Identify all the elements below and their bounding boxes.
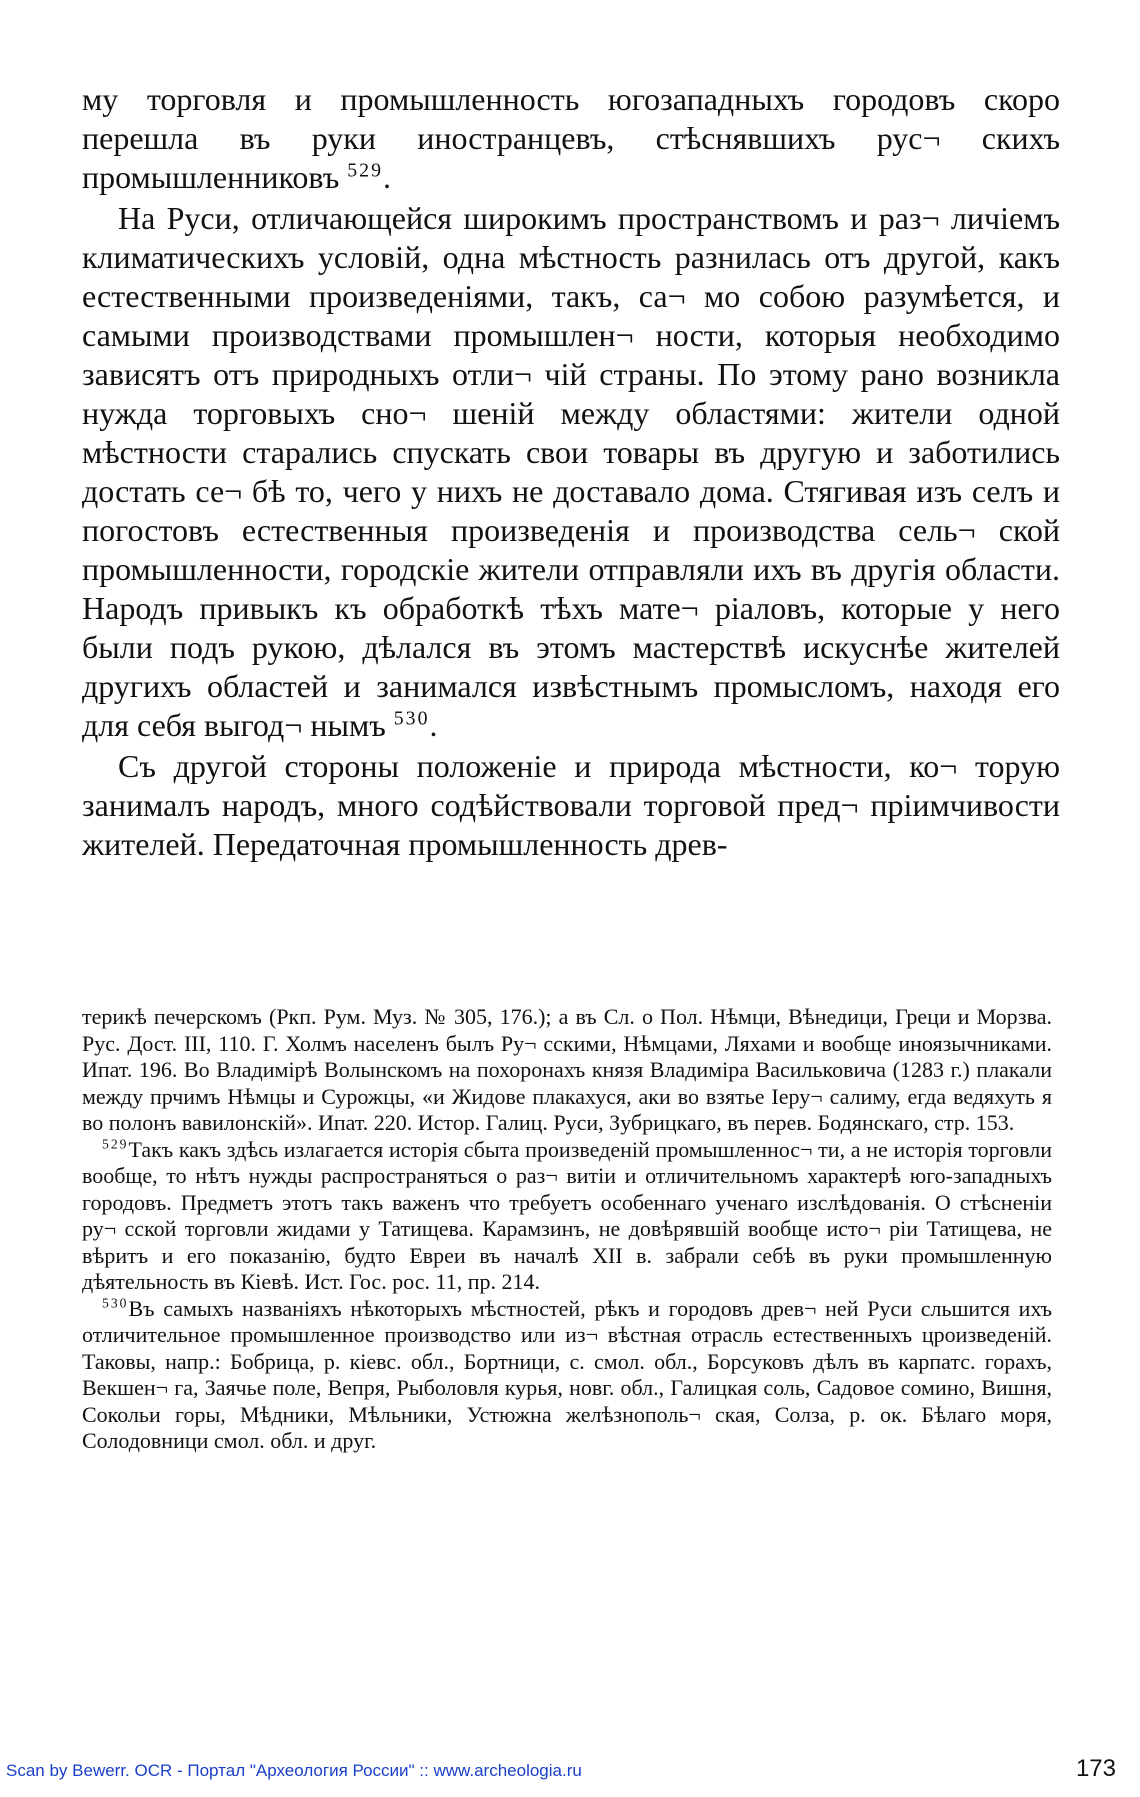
footnote-530-number: 530: [102, 1295, 129, 1311]
footnote-529: [82, 1137, 1052, 1296]
footnote-530: [82, 1296, 1052, 1455]
footnote-529-number: 529: [102, 1136, 129, 1152]
paragraph-2: [82, 199, 1060, 745]
footnote-continuation: терикѣ печерскомъ (Ркп. Рум. Муз. № 305, 176.); а въ Сл. о Пол. Нѣмци, Вѣнедици, Греци и Морзва. Рус. Дост. III, 110. Г. Холмъ населенъ былъ Ру¬ сскими, Нѣмцами, Ляхами и вообще иноязычниками. Ипат. 196. Во Владимірѣ Волынскомъ на похоронахъ князя Владиміра Васильковича (1283 г.) плакали между прчимъ Нѣмцы и Сурожцы, «и Жидове плакахуся, аки во взятье Іеру¬ салиму, егда ведяхуть я во полонъ вавилонскій». Ипат. 220. Истор. Галиц. Руси, Зубрицкаго, въ перев. Бодянскаго, стр. 153.: [82, 1004, 1052, 1135]
paragraph-2-end: .: [429, 707, 438, 743]
footnote-529-text: Такъ какъ здѣсь излагается исторія сбыта произведеній промышленнос¬ ти, а не исторія торговли вообще, то нѣтъ нужды распространяться о раз¬ витіи и отличительномъ характерѣ юго-западныхъ городовъ. Предметъ этотъ такъ важенъ что требуетъ особеннаго ученаго изслѣдованія. О стѣсненіи ру¬ сской торговли жидами у Татищева. Карамзинъ, не довѣрявшій вообще исто¬ ріи Татищева, не вѣритъ и его показанію, будто Евреи въ началѣ XII в. забрали себѣ въ руки промышленную дѣятельность въ Кіевѣ. Ист. Гос. рос. 11, пр. 214.: [82, 1136, 1052, 1294]
page-number: 173: [1075, 1755, 1116, 1782]
scan-credit-link[interactable]: Scan by Bewerr. OCR - Портал "Археология России" :: www.archeologia.ru: [6, 1761, 582, 1780]
footnotes: [82, 1004, 1052, 1455]
footnote-530-text: Въ самыхъ названіяхъ нѣкоторыхъ мѣстностей, рѣкъ и городовъ древ¬ ней Руси сльшится ихъ отличительное промышленное производство или из¬ вѣстная отрасль естественныхъ цроизведеній. Таковы, напр.: Бобрица, р. кіевс. обл., Бортници, с. смол. обл., Борсуковъ дѣлъ въ карпатс. горахъ, Векшен¬ га, Заячье поле, Вепря, Рыболовля курья, новг. обл., Галицкая соль, Садовое сомино, Вишня, Сокольи горы, Мѣдники, Мѣльники, Устюжна желѣзнополь¬ ская, Солза, р. ок. Бѣлаго моря, Солодовници смол. обл. и друг.: [82, 1295, 1052, 1453]
page-footer: [0, 1755, 1140, 1785]
footnote-ref-529[interactable]: 529: [347, 159, 383, 182]
footnote-ref-530[interactable]: 530: [393, 707, 430, 730]
paragraph-3: Съ другой стороны положеніе и природа мѣстности, ко¬ торую занималъ народъ, много содѣйствовали торговой пред¬ пріимчивости жителей. Передаточная промышленность древ-: [82, 748, 1060, 862]
paragraph-1-text: му торговля и промышленность югозападныхъ городовъ скоро перешла въ руки иностранцевъ, стѣснявшихъ рус¬ скихъ промышленниковъ: [82, 81, 1060, 195]
main-text: [82, 80, 1060, 866]
paragraph-2-text: На Руси, отличающейся широкимъ пространствомъ и раз¬ личіемъ климатическихъ условій, одна мѣстность разнилась отъ другой, какъ естественными произведеніями, такъ, са¬ мо собою разумѣется, и самыми производствами промышлен¬ ности, которыя необходимо зависятъ отъ природныхъ отли¬ чій страны. По этому рано возникла нужда торговыхъ сно¬ шеній между областями: жители одной мѣстности старались спускать свои товары въ другую и заботились достать се¬ бѣ то, чего у нихъ не доставало дома. Стягивая изъ селъ и погостовъ естественныя произведенія и производства сель¬ ской промышленности, городскіе жители отправляли ихъ въ другія области. Народъ привыкъ къ обработкѣ тѣхъ мате¬ ріаловъ, которые у него были подъ рукою, дѣлался въ этомъ мастерствѣ искуснѣе жителей другихъ областей и занимался извѣстнымъ промысломъ, находя его для себя выгод¬ нымъ: [82, 200, 1060, 743]
paragraph-1: [82, 80, 1060, 197]
paragraph-1-end: .: [382, 159, 391, 195]
